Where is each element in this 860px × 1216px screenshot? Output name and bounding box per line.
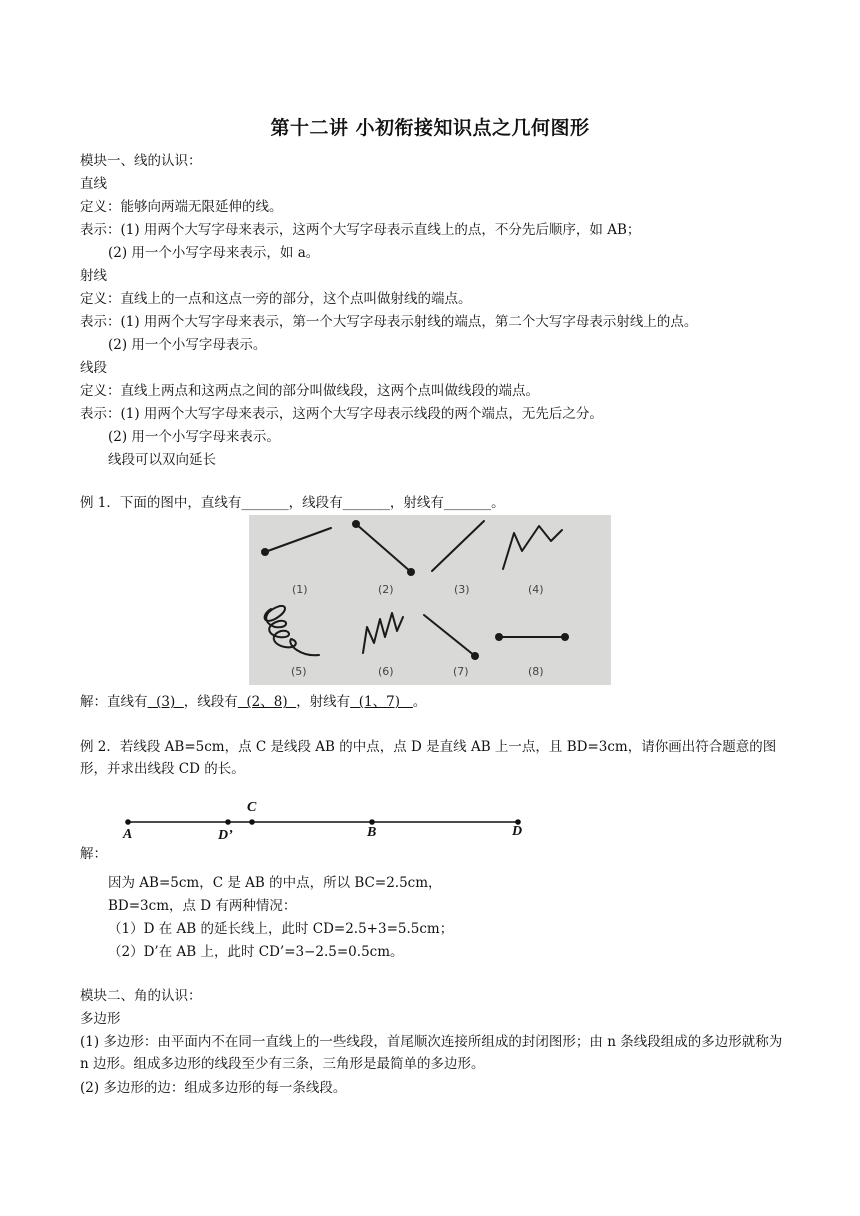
figure-caption: (7): [453, 665, 469, 678]
ray-representation-1: 表示：(1) 用两个大写字母来表示，第一个大写字母表示射线的端点，第二个大写字母表示射线上的点。: [80, 314, 698, 330]
module1-heading: 模块一、线的认识：: [80, 153, 202, 169]
answer-prefix: 解：直线有: [80, 694, 148, 710]
point-b: [369, 819, 375, 825]
example2-solution-4: （2）D’在 AB 上，此时 CD’=3−2.5=0.5cm。: [108, 944, 404, 960]
example2-solution-1: 因为 AB=5cm，C 是 AB 的中点，所以 BC=2.5cm，: [108, 875, 442, 891]
line-definition: 定义：能够向两端无限延伸的线。: [80, 199, 283, 215]
example2-solution-2: BD=3cm，点 D 有两种情况：: [108, 898, 297, 914]
label-d-prime: D’: [218, 828, 233, 843]
example2-solution-label: 解：: [80, 846, 107, 862]
line-representation-2: (2) 用一个小写字母来表示，如 a。: [108, 245, 320, 261]
answer-segments: (2、8): [237, 694, 297, 710]
ray-heading: 射线: [80, 268, 107, 284]
figure-caption: (1): [292, 583, 308, 596]
ray-definition: 定义：直线上的一点和这点一旁的部分，这个点叫做射线的端点。: [80, 291, 472, 307]
segment-definition: 定义：直线上两点和这两点之间的部分叫做线段，这两个点叫做线段的端点。: [80, 383, 539, 399]
point-c: [249, 819, 255, 825]
segment-note: 线段可以双向延长: [108, 452, 216, 468]
ray-representation-2: (2) 用一个小写字母表示。: [108, 337, 267, 353]
segment-representation-1: 表示：(1) 用两个大写字母来表示，这两个大写字母表示线段的两个端点，无先后之分。: [80, 406, 603, 422]
line-representation-1: 表示：(1) 用两个大写字母来表示，这两个大写字母表示直线上的点，不分先后顺序，如 AB；: [80, 222, 641, 238]
label-b: B: [367, 825, 377, 840]
example2-question: 例 2．若线段 AB=5cm，点 C 是线段 AB 的中点，点 D 是直线 AB 上一点，且 BD=3cm，请你画出符合题意的图形，并求出线段 CD 的长。: [80, 739, 777, 777]
answer-rays: (1、7): [350, 694, 413, 710]
figure-caption: (5): [291, 665, 307, 678]
polygon-definition: (1) 多边形：由平面内不在同一直线上的一些线段，首尾顺次连接所组成的封闭图形；由 n 条线段组成的多边形就称为 n 边形。组成多边形的线段至少有三条，三角形是最简单的多边形。: [80, 1034, 783, 1072]
example1-question: 例 1．下面的图中，直线有_______，线段有_______，射线有_______。: [80, 495, 505, 511]
answer-lines: (3): [147, 694, 184, 710]
figure-caption: (8): [528, 665, 544, 678]
segment-heading: 线段: [80, 360, 107, 376]
line-heading: 直线: [80, 176, 107, 192]
segment-representation-2: (2) 用一个小写字母来表示。: [108, 429, 280, 445]
answer-text: ，射线有: [296, 694, 351, 710]
answer-text: 。: [412, 694, 427, 710]
label-c: C: [247, 800, 257, 815]
label-d: D: [512, 824, 523, 839]
label-a: A: [123, 827, 133, 842]
page-title: 第十二讲 小初衔接知识点之几何图形: [270, 117, 590, 139]
example2-solution-3: （1）D 在 AB 的延长线上，此时 CD=2.5+3=5.5cm；: [108, 921, 454, 937]
polygon-side-definition: (2) 多边形的边：组成多边形的每一条线段。: [80, 1080, 347, 1096]
point-a: [125, 819, 131, 825]
figure-caption: (3): [454, 583, 470, 596]
figure-caption: (2): [378, 583, 394, 596]
polygon-heading: 多边形: [80, 1011, 121, 1027]
figure-caption: (4): [528, 583, 544, 596]
answer-text: ，线段有: [183, 694, 238, 710]
figure-caption: (6): [378, 665, 394, 678]
module2-heading: 模块二、角的认识：: [80, 988, 202, 1004]
point-d-prime: [225, 819, 231, 825]
